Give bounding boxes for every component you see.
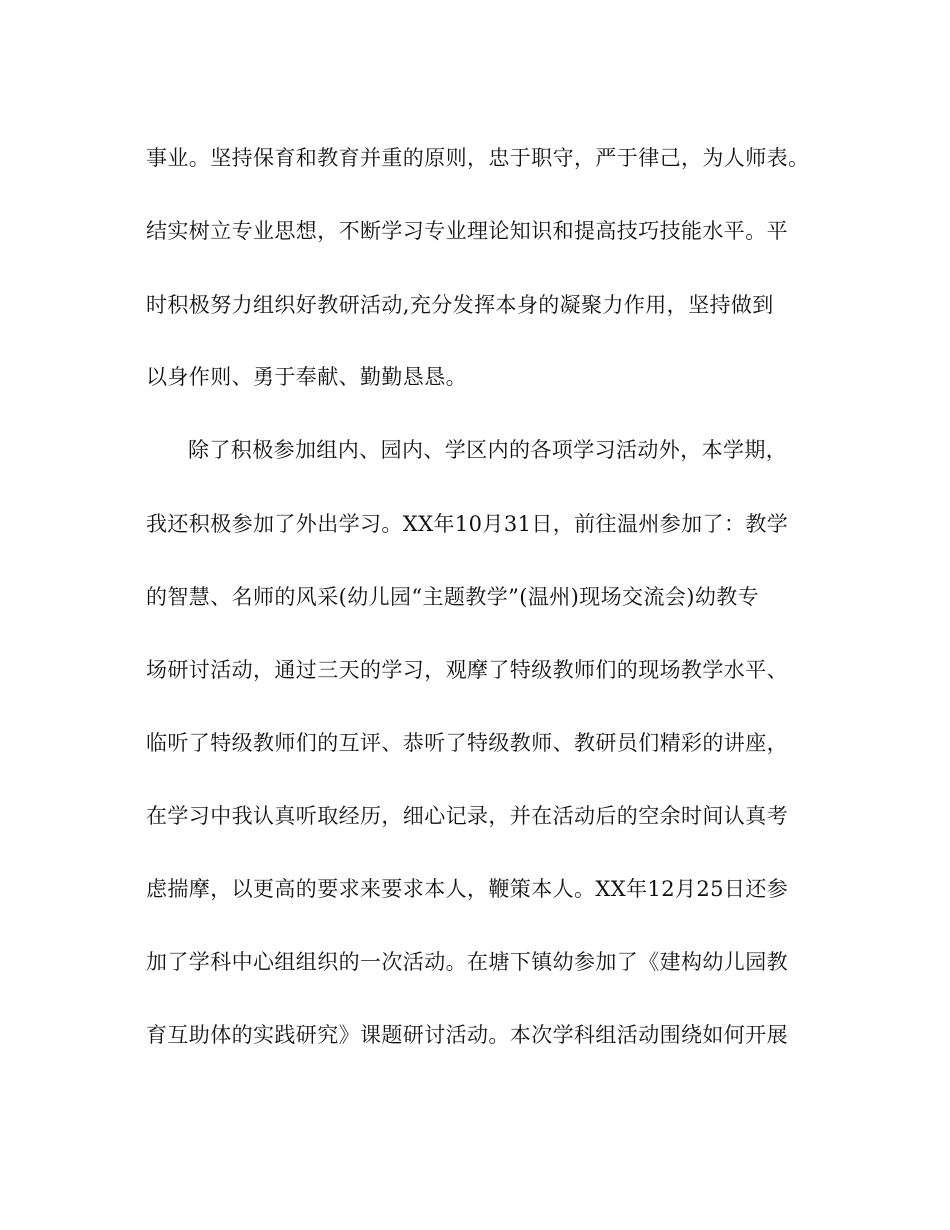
text-line: 加了学科中心组组织的一次活动。在塘下镇幼参加了《建构幼儿园教 (146, 950, 788, 974)
text-line-paragraph-start: 除了积极参加组内、园内、学区内的各项学习活动外，本学期， (188, 438, 788, 462)
text-line: 结实树立专业思想，不断学习专业理论知识和提高技巧技能水平。平 (146, 219, 788, 243)
text-line: 时积极努力组织好教研活动,充分发挥本身的凝聚力作用，坚持做到 (146, 293, 774, 317)
text-line: 临听了特级教师们的互评、恭听了特级教师、教研员们精彩的讲座， (146, 731, 788, 755)
text-line: 我还积极参加了外出学习。XX年10月31日，前往温州参加了：教学 (146, 512, 789, 536)
text-line: 在学习中我认真听取经历，细心记录，并在活动后的空余时间认真考 (146, 804, 788, 828)
text-line: 以身作则、勇于奉献、勤勤恳恳。 (146, 365, 467, 389)
text-line: 事业。坚持保育和教育并重的原则，忠于职守，严于律己，为人师表。 (146, 146, 810, 170)
text-line: 的智慧、名师的风采(幼儿园“主题教学”(温州)现场交流会)幼教专 (146, 585, 760, 609)
text-line: 育互助体的实践研究》课题研讨活动。本次学科组活动围绕如何开展 (146, 1023, 788, 1047)
text-line: 场研讨活动，通过三天的学习，观摩了特级教师们的现场教学水平、 (146, 658, 788, 682)
text-line: 虑揣摩，以更高的要求来要求本人，鞭策本人。XX年12月25日还参 (146, 877, 789, 901)
